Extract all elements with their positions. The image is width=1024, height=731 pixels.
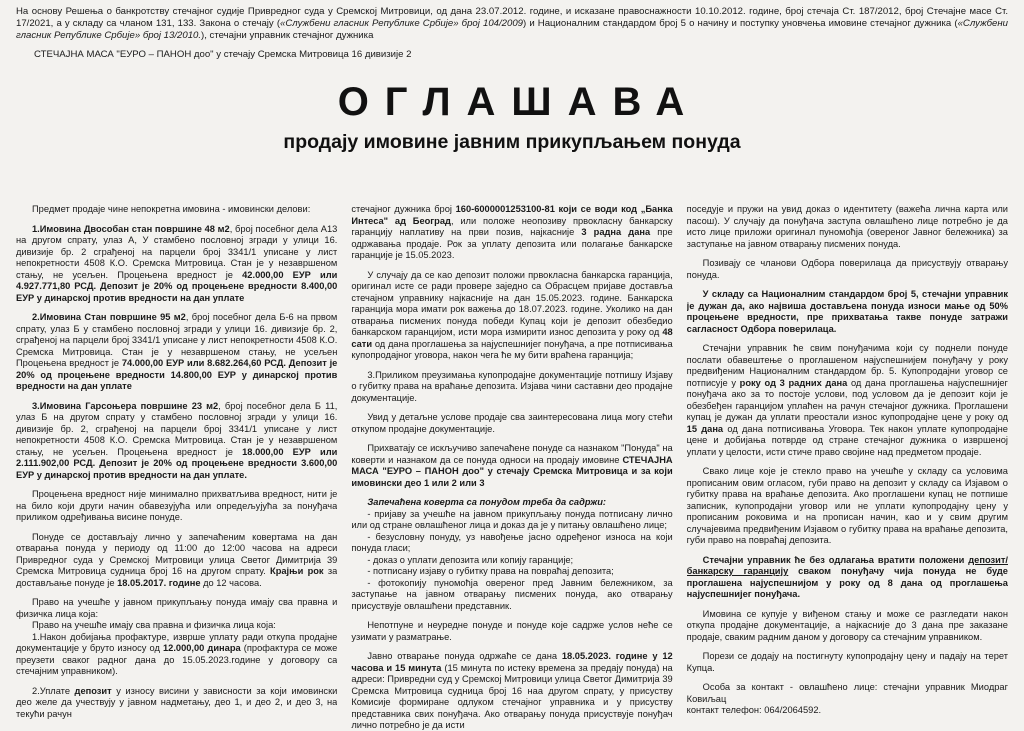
- sale-subject: Предмет продаје чине непокретна имовина - имовински делови:: [32, 204, 311, 214]
- creditors-consent-rule: У складу са Националним стандардом број 5, стечајни управник је дужан да, ако највиша достављена понуда износи мање од 50% процењене вредности, пре прихватања такве понуде затражи сагласност Одбора поверилаца.: [686, 289, 1008, 334]
- bank-guarantee-terms: У случају да се као депозит положи првокласна банкарска гаранција, оригинал исте се ради провере заједно са Обрасцем пријаве доставља стечајном управнику најкасније на дан 15.05.2023. године. Банкарска гаранција мора имати рок важења до 18.07.2023. године. Уколико на дан отварања писмених понуда победи Купац који је депозит обезбедио банкарском гаранцијом, исти мора измирити износ депозита у року од 48 сати од дана проглашења за најуспешнијег понуђача, а пре потписивања купопродајног уговора, након чега ће му бити враћена гаранција;: [351, 269, 673, 360]
- estimated-value-note: Процењена вредност није минимално прихватљива вредност, нити је на било који други начин обавезујућа или опредељујућа за понуђача приликом одређивања висине понуде.: [16, 489, 338, 522]
- deposit-account: стечајног дужника број 160-6000001253100-81 који се води код „Банка Интеса" ад Београд, или положе неопозиву првокласну банкарску гаранцију наплативу на први позив, најкасније 3 радна дана пре одржавања продаје. Рок за уплату депозита или полагање банкарске гаранције је 15.05.2023.: [351, 204, 673, 260]
- sealed-offer-terms: Прихватају се искључиво запечаћене понуде са назнаком "Понуда" на коверти и назнаком да се понуда односи на продају имовине СТЕЧАЈНА МАСА "ЕУРО – ПАНОН доо" у стечају Сремска Митровица и за који имовински део 1 или 2 или 3: [351, 443, 673, 488]
- eligibility-heading-repeat: Право на учешће имају сва правна и физичка лица која:: [32, 620, 276, 630]
- incomplete-offers-note: Непотпуне и неуредне понуде и понуде које садрже услов неће се узимати у разматрање.: [351, 620, 673, 642]
- condition-1: 1.Након добијања профактуре, изврше уплату ради откупа продајне документације у бруто износу од 12.000,00 динара (профактура се може преузети сваког радног дана до 15.05.2023.године у договору са стечајним управником).: [16, 631, 338, 676]
- legal-basis-intro: На основу Решења о банкротству стечајног судије Привредног суда у Сремској Митровици, од дана 23.07.2012. године, и исказане правоснажности 10.10.2012. године, број стечаја Ст. 187/2012, број Стечајне масе Ст. 17/2021, а у складу са чланом 131, 133. Закона о стечају («Службени гласник Републике Србије» број 104/2009) и Националним стандардом број 5 о начину и поступку уновчења имовине стечајног дужника («Службени гласник Републике Србије» број 13/2010.), стечајни управник стечајног дужника: [16, 6, 1008, 42]
- envelope-item: - доказ о уплати депозита или копију гаранције;: [367, 554, 574, 565]
- sale-documentation-note: Увид у детаљне услове продаје сва заинтересована лица могу стећи откупом продајне документације.: [351, 412, 673, 434]
- envelope-item: - безусловну понуду, уз навођење јасно одређеног износа на који понуда гласи;: [351, 531, 673, 553]
- public-opening-terms: Јавно отварање понуда одржаће се дана 18.05.2023. године у 12 часова и 15 минута (15 минута по истеку времена за предају понуда) на адреси: Привредни суд у Сремској Митровици улица Светог Димитрија 39 Сремска Митровица судница број 16 наа другом спрату, у присуству Комисије формиране одлуком стечајног управника и у присуству представника свих понуђача. Ако отварању понуда присуствује понуђач лично потребно је да исти: [351, 651, 673, 730]
- column-right: [687, 204, 1008, 731]
- identity-proof-terms: поседује и пружи на увид доказ о идентитету (важећа лична карта или пасош). У случају да понуђача заступа овлашћено лице потребно је да исто лице приложи оригинал пуномоћја (овереног Јавног бележника) за заступање на јавном отварању писмених понуда.: [686, 204, 1008, 249]
- gazette-reference: «Службени гласник Републике Србије» број 104/2009: [280, 18, 524, 30]
- envelope-item: - пријаву за учешће на јавном прикупљању понуда потписану лично или од стране овлашћеног лица и доказ да је у питању овлашћено лице;: [351, 508, 673, 530]
- body-columns: [16, 204, 1008, 731]
- envelope-item: - потписану изјаву о губитку права на повраћај депозита;: [367, 566, 614, 576]
- property-item-2: 2.Имовина Стан површине 95 м2, број посебног дела Б-6 на првом спрату, улаз Б у стамбено пословној згради у улици 16. дивизије бр. 2, сграђеној на парцели број 3341/1 уписане у лист непокретности 4508 К.О. Сремска Митровица. Стан је у незавршеном стању, не усељен Процењена вредност је 74.000,00 ЕУР или 8.682.264,60 РСД. Депозит је 20% од процењене вредности 14.800,00 ЕУР у динарској против вредности на дан уплате: [16, 312, 338, 391]
- eligibility-heading: Право на учешће у јавном прикупљању понуда имају сва правна и физичка лица која:: [16, 597, 338, 619]
- contact-person: Особа за контакт - овлашћено лице: стечајни управник Миодраг Ковиљац: [686, 682, 1008, 704]
- submission-terms: Понуде се достављају лично у запечаћеним ковертама на дан отварања понуда у периоду од 11:00 до 12:00 часова на адреси Привредног суда у Сремској Митровици улица Светог Димитрија 39 Сремска Митровица судница број 16 на другом спрату. Крајњи рок за достављање понуде је 18.05.2017. године до 12 часова.: [16, 531, 338, 588]
- winner-notification-terms: Стечајни управник ће свим понуђачима који су поднели понуде послати обавештење о проглашеном најуспешнијем понуђачу у року предвиђеним Националним стандардом бр. 5. Купопродајни уговор се потписује у року од 3 радних дана од дана проглашења најуспешнијег понуђача ако за то постоје услови, под условом да је депозит који је обезбеђен гаранцијом уплаћен на рачун стечајног дужника. Проглашени купац је дужан да уплати преостали износ купопродајне цене у року од 15 дана од дана потписивања Уговора. Тек након уплате купопродајне цене и добијања потврде од стране стечајног дужника о извршеној уплати у целости, исти стиче право својине над предметом продаје.: [686, 343, 1008, 457]
- envelope-item: - фотокопију пуномоћја овереног пред Јавним бележником, за заступање на јавном отварању писмених понуда, ако отварању присуствује овлашћени представник.: [351, 577, 673, 611]
- announcement-subtitle: продају имовине јавним прикупљањем понуда: [283, 130, 741, 153]
- column-left: [16, 204, 337, 731]
- gazette-reference: «Службени гласник Републике Србије» број 13/2010.: [16, 18, 1008, 42]
- property-item-1: 1.Имовина Двособан стан површине 48 м2, број посебног дела А13 на другом спрату, улаз А, У стамбено пословној згради у улици 16. дивизије бр. 2 сграђеној на парцели број 3341/1 уписане у лист непокретности 4508 К.О. Сремска Митровица. Стан је у незавршеном стању, не усељен. Процењена вредност је 42.000,00 ЕУР или 4.927.771,80 РСД. Депозит је 20% од процењене вредности 8.400,00 ЕУР у динарској против вредности на дан уплате: [16, 223, 338, 303]
- property-item-3: 3.Имовина Гарсоњера површине 23 м2, број посебног дела Б 11, улаз Б на другом спрату у стамбено пословној згради у улици 16. дивизије бр. 2, сграђеној на парцели број 3341/1 уписане у лист непокретности 4508 К.О. Сремска Митровица. Стан је у незавршеном стању, не усељен. Процењена вредност је 18.000,00 ЕУР или 2.111.902,00 РСД. Депозит је 20% од процењене вредности 3.600,00 ЕУР у динарској против вредности на дан уплате.: [16, 400, 338, 480]
- tax-note: Порези се додају на постигнуту купопродајну цену и падају на терет Купца.: [686, 651, 1008, 673]
- creditors-invitation: Позивају се чланови Одбора поверилаца да присуствују отварању понуда.: [686, 258, 1008, 280]
- condition-3: 3.Приликом преузимања купопродајне документације потпишу Изјаву о губитку права на враћање депозита. Изјава чини саставни део продајне документације.: [351, 369, 673, 403]
- envelope-contents-heading: Запечаћена коверта са понудом треба да садржи:: [367, 497, 607, 507]
- bankruptcy-estate-name: СТЕЧАЈНА МАСА "ЕУРО – ПАНОН доо" у стечају Сремска Митровица 16 дивизије 2: [34, 48, 412, 60]
- column-middle: [351, 204, 672, 731]
- viewing-terms: Имовина се купује у виђеном стању и може се разгледати након откупа продајне документације, а најкасније до 3 дана пре заказане продаје, сваким радним даном у договору са стечајним управником.: [686, 608, 1008, 642]
- deposit-return-terms: Стечајни управник ће без одлагања вратити положени депозит/банкарску гаранцију сваком понуђачу чија понуда не буде проглашена најуспешнијом у року од 8 дана од проглашења најуспешнијег понуђача.: [686, 554, 1008, 599]
- condition-2: 2.Уплате депозит у износу висини у зависности за који имовински део желе да учествују у јавном надметању, део 1, и део 2, и део 3, на текући рачун: [16, 685, 338, 719]
- contact-phone: контакт телефон: 064/2064592.: [686, 705, 822, 715]
- announcement-title: ОГЛАШАВА: [337, 79, 701, 124]
- deposit-forfeit-terms: Свако лице које је стекло право на учешће у складу са условима прописаним овим огласом, губи право на депозит у складу са Изјавом о губитку права на враћање депозита. Ако проглашени купац не потпише записник, купопродајни уговор или не уплати купопродајну цену у прописаним роковима и на прописан начин, као и у свим другим случајевима предвиђеним Изјавом о губитку права на враћање депозита, губи право на повраћај депозита.: [686, 466, 1008, 545]
